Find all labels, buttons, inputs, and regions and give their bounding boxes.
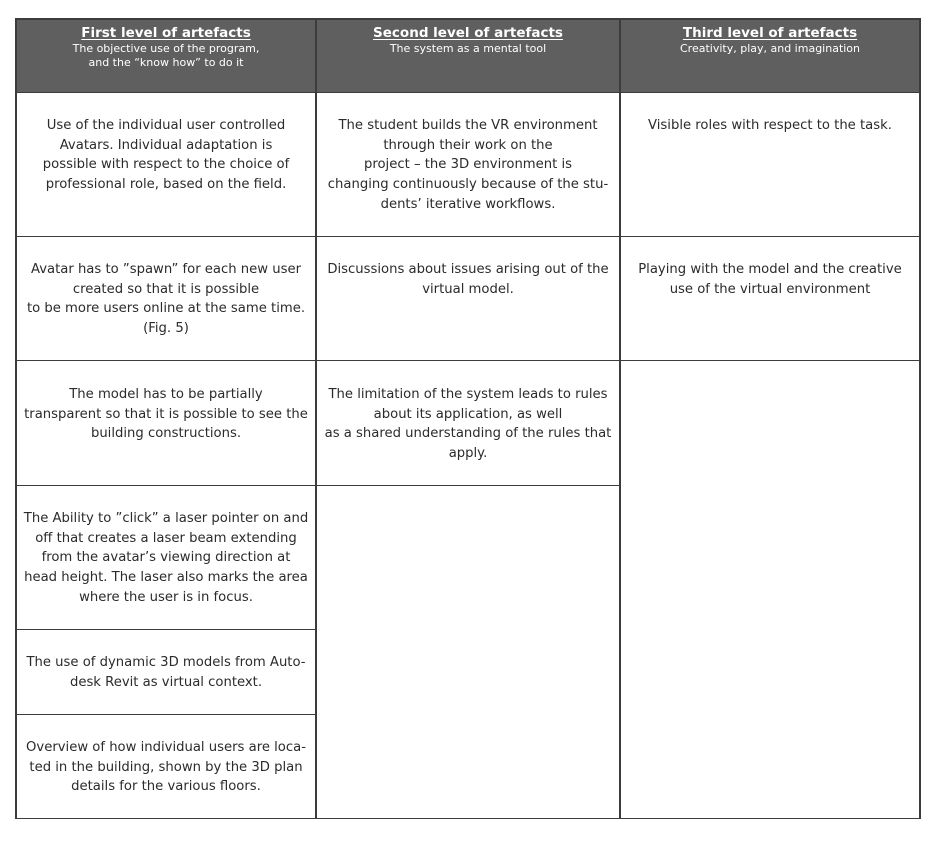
table-cell xyxy=(16,738,316,797)
row-divider xyxy=(16,629,316,630)
header-second-level xyxy=(316,19,620,93)
cell-text: The student builds the VR environment through their work on the project – the 3D environment is changing continuously because of the stu- dents’ iterative workflows. xyxy=(327,118,609,212)
table-cell xyxy=(316,116,620,215)
cell-text: Playing with the model and the creative use of the virtual environment xyxy=(638,262,902,297)
row-divider xyxy=(16,485,619,486)
table-cell xyxy=(316,260,620,299)
header-title: Third level of artefacts xyxy=(682,25,858,41)
table-cell xyxy=(620,116,920,136)
header-title: First level of artefacts xyxy=(81,25,251,41)
table-cell xyxy=(16,653,316,692)
table-cell xyxy=(316,385,620,464)
header-first-level xyxy=(16,19,316,93)
table-border-top xyxy=(16,18,921,20)
column-divider xyxy=(619,18,621,819)
cell-text: The use of dynamic 3D models from Auto- desk Revit as virtual context. xyxy=(26,655,306,690)
header-subtitle: The system as a mental tool xyxy=(389,42,547,55)
header-subtitle: The objective use of the program, and the “know how” to do it xyxy=(72,42,260,69)
cell-text: Discussions about issues arising out of the virtual model. xyxy=(327,262,609,297)
table-cell xyxy=(620,260,920,299)
row-divider xyxy=(16,360,920,361)
table-border-right xyxy=(919,18,921,819)
cell-text: The limitation of the system leads to rules about its application, as well as a shared understanding of the rules that apply. xyxy=(324,387,612,462)
table-cell xyxy=(16,509,316,608)
cell-text: The Ability to ”click” a laser pointer on and off that creates a laser beam extending from the avatar’s viewing direction at head height. The laser also marks the area where the user is in focus. xyxy=(23,511,309,605)
header-title: Second level of artefacts xyxy=(373,25,563,41)
header-subtitle: Creativity, play, and imagination xyxy=(679,42,861,55)
column-divider xyxy=(315,18,317,819)
cell-text: The model has to be partially transparent so that it is possible to see the building constructions. xyxy=(24,387,308,442)
table-cell xyxy=(16,116,316,195)
header-third-level xyxy=(620,19,920,93)
cell-text: Use of the individual user controlled Avatars. Individual adaptation is possible with respect to the choice of professional role, based on the field. xyxy=(42,118,290,193)
row-divider xyxy=(16,714,316,715)
table-cell xyxy=(16,385,316,444)
cell-text: Overview of how individual users are loca- ted in the building, shown by the 3D plan details for the various floors. xyxy=(26,740,306,795)
row-divider xyxy=(16,236,920,237)
header-divider xyxy=(16,92,920,93)
cell-text: Avatar has to ”spawn” for each new user created so that it is possible to be more users online at the same time. (Fig. 5) xyxy=(26,262,306,337)
table-border-left xyxy=(15,18,17,819)
table-cell xyxy=(16,260,316,339)
table-border-bottom xyxy=(15,818,921,819)
cell-text: Visible roles with respect to the task. xyxy=(648,118,892,133)
